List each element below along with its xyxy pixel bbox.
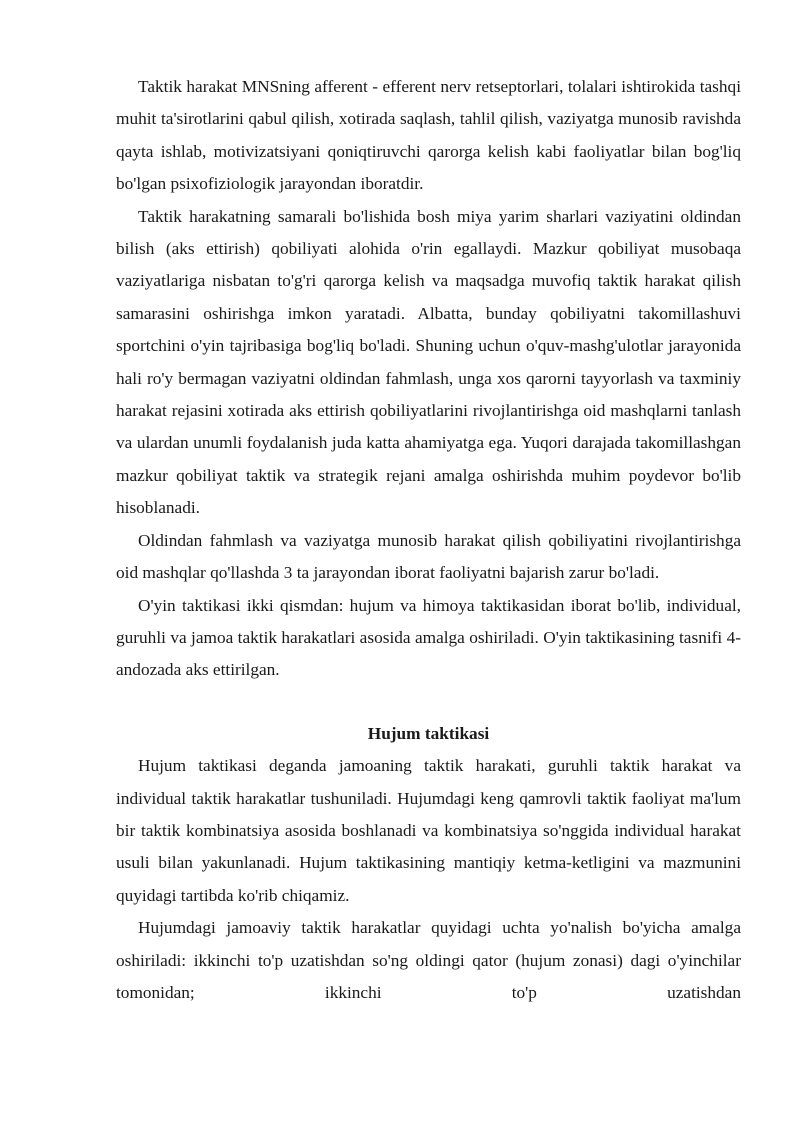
document-body bbox=[116, 71, 741, 1009]
paragraph-6: Hujumdagi jamoaviy taktik harakatlar quyidagi uchta yo'nalish bo'yicha amalga oshiriladi: ikkinchi to'p uzatishdan so'ng oldingi qator (hujum zonasi) dagi o'yinchilar tomonidan; ikkinchi to'p uzatishdan bbox=[116, 918, 741, 1002]
paragraph-4: O'yin taktikasi ikki qismdan: hujum va himoya taktikasidan iborat bo'lib, individual, guruhli va jamoa taktik harakatlari asosida amalga oshiriladi. O'yin taktikasining tasnifi 4-andozada aks ettirilgan. bbox=[116, 595, 741, 680]
paragraph-3: Oldindan fahmlash va vaziyatga munosib harakat qilish qobiliyatini rivojlantirishga oid mashqlar qo'llashda 3 ta jarayondan iborat faoliyatni bajarish zarur bo'ladi. bbox=[116, 530, 741, 583]
paragraph-5: Hujum taktikasi deganda jamoaning taktik harakati, guruhli taktik harakat va individual taktik harakatlar tushuniladi. Hujumdagi keng qamrovli taktik faoliyat ma'lum bir taktik kombinatsiya asosida boshlanadi va kombinatsiya so'nggida individual harakat usuli bilan yakunlanadi. Hujum taktikasining mantiqiy ketma-ketligini va mazmunini quyidagi tartibda ko'rib chiqamiz. bbox=[116, 756, 741, 905]
paragraph-1: Taktik harakat MNSning afferent - efferent nerv retseptorlari, tolalari ishtirokida tashqi muhit ta'sirotlarini qabul qilish, xotirada saqlash, tahlil qilish, vaziyatga munosib ravishda qayta ishlab, motivizatsiyani qoniqtiruvchi qarorga kelish kabi faoliyatlar bilan bog'liq bo'lgan psixofiziologik jarayondan iboratdir. bbox=[116, 77, 741, 194]
paragraph-2: Taktik harakatning samarali bo'lishida bosh miya yarim sharlari vaziyatini oldindan bilish (aks ettirish) qobiliyati alohida o'rin egallaydi. Mazkur qobiliyat musobaqa vaziyatlariga nisbatan to'g'ri qarorga kelish va maqsadga muvofiq taktik harakat qilish samarasini oshirishga imkon yaratadi. Albatta, bunday qobiliyatni takomillashuvi sportchini o'yin tajribasiga bog'liq bo'ladi. Shuning uchun o'quv-mashg'ulotlar jarayonida hali ro'y bermagan vaziyatni oldindan fahmlash, unga xos qarorni tayyorlash va taxminiy harakat rejasini xotirada aks ettirish qobiliyatlarini rivojlantirishga oid mashqlarni tanlash va ulardan unumli foydalanish juda katta ahamiyatga ega. Yuqori darajada takomillashgan mazkur qobiliyat taktik va strategik rejani amalga oshirishda muhim poydevor bo'lib hisoblanadi. bbox=[116, 206, 741, 518]
section-heading: Hujum taktikasi bbox=[367, 723, 490, 743]
